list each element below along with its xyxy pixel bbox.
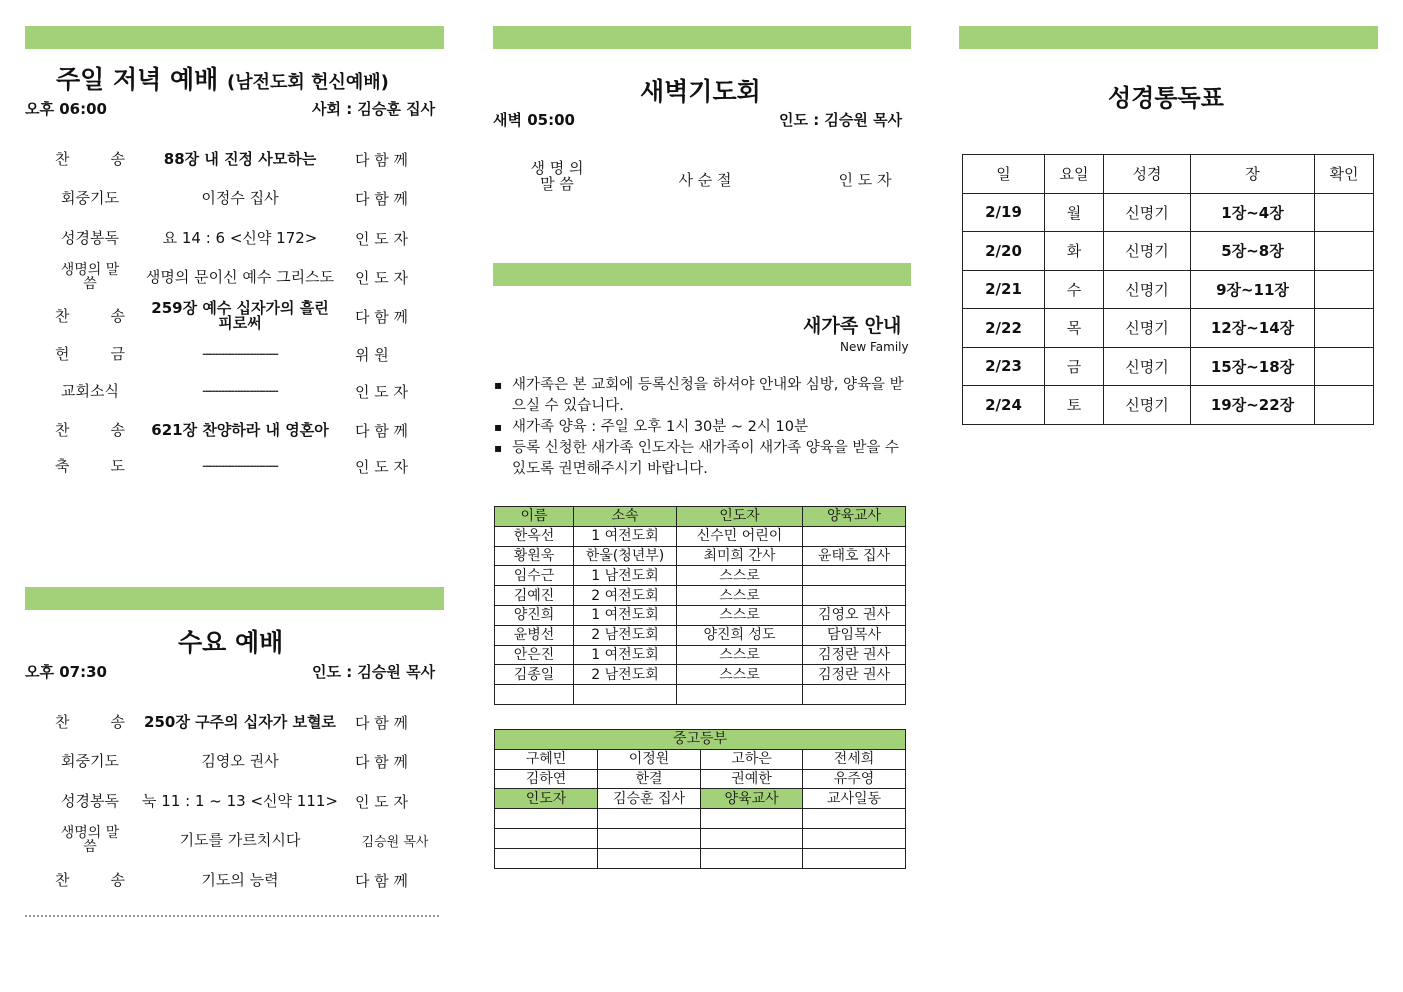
header-teacher: 양육교사: [803, 507, 906, 527]
info-bullet: ▪ 새가족은 본 교회에 등록신청을 하셔야 안내와 심방, 양육을 받으실 수 있습니다.: [494, 375, 904, 417]
wednesday-leader: 인도 : 김승원 목사: [312, 663, 436, 681]
order-label: 성경봉독: [61, 792, 119, 810]
cell: 구혜민: [495, 749, 598, 769]
order-label: 교회소식: [61, 382, 119, 400]
check-cell[interactable]: [1315, 386, 1374, 425]
order-performer: 다 함 께: [355, 752, 409, 771]
table-row: [495, 769, 906, 789]
order-performer: 인 도 자: [355, 268, 409, 287]
order-label: 생명의 말씀: [60, 262, 120, 292]
cell: 수: [1045, 270, 1104, 309]
cell: 안은진: [495, 645, 574, 665]
order-content: 88장 내 진정 사모하는: [163, 149, 317, 168]
cell: 2/19: [963, 193, 1045, 232]
table-row: [963, 193, 1374, 232]
cell: [803, 586, 906, 606]
cell: 12장~14장: [1191, 309, 1315, 348]
cell: 김승훈 집사: [598, 789, 701, 809]
order-row: [25, 144, 445, 174]
order-row: [25, 865, 445, 895]
check-cell[interactable]: [1315, 232, 1374, 271]
cell: 2/24: [963, 386, 1045, 425]
sunday-time: 오후 06:00: [25, 100, 107, 118]
cell: [701, 809, 803, 829]
order-label: 성경봉독: [61, 229, 119, 247]
bible-reading-table: [962, 154, 1374, 425]
cell: 전세희: [803, 749, 906, 769]
order-performer: 다 함 께: [355, 871, 409, 890]
cell: 김하연: [495, 769, 598, 789]
newfamily-title: 새가족 안내: [803, 315, 902, 337]
cell: 1 여전도회: [574, 645, 677, 665]
section-bar-sunday: [25, 26, 444, 49]
table-row: [495, 526, 906, 546]
newfamily-subtitle: New Family: [840, 340, 909, 354]
wednesday-time: 오후 07:30: [25, 663, 107, 681]
sunday-title: [56, 60, 389, 96]
table-row: [495, 645, 906, 665]
cell: 스스로: [677, 605, 803, 625]
dawn-leader: 인도 : 김승원 목사: [779, 111, 903, 129]
order-row: [25, 183, 445, 213]
cell: 김영오 권사: [803, 605, 906, 625]
order-performer: 다 함 께: [355, 421, 409, 440]
cell: [574, 685, 677, 705]
table-row: [495, 546, 906, 566]
order-performer: 인 도 자: [355, 792, 409, 811]
table-header-row: [495, 507, 906, 527]
cell: 1 여전도회: [574, 526, 677, 546]
header-weekday: 요일: [1045, 155, 1104, 194]
cell: 5장~8장: [1191, 232, 1315, 271]
order-performer: 김승원 목사: [361, 834, 429, 850]
cell: 교사일동: [803, 789, 906, 809]
order-content: 기도를 가르치시다: [179, 830, 301, 849]
dawn-label: 생 명 의 말 씀: [530, 159, 584, 193]
cell: 1 남전도회: [574, 566, 677, 586]
cell: 2 남전도회: [574, 665, 677, 685]
cell: 김정란 권사: [803, 645, 906, 665]
cell: [495, 809, 598, 829]
order-row: [25, 415, 445, 445]
cell: [495, 685, 574, 705]
table-row: [495, 625, 906, 645]
cell: 스스로: [677, 645, 803, 665]
cell: 2 여전도회: [574, 586, 677, 606]
order-content: ------------------------: [202, 348, 278, 360]
cell: 김정란 권사: [803, 665, 906, 685]
sunday-host: 사회 : 김승훈 집사: [312, 100, 436, 118]
cell: [701, 848, 803, 868]
table-row: [495, 828, 906, 848]
order-content: 눅 11 : 1 ~ 13 <신약 111>: [142, 791, 338, 810]
order-performer: 인 도 자: [355, 229, 409, 248]
cell: 2/23: [963, 347, 1045, 386]
table-row: [963, 386, 1374, 425]
order-performer: 인 도 자: [355, 382, 409, 401]
order-label: 회중기도: [61, 189, 119, 207]
order-content: ------------------------: [202, 385, 278, 397]
cell: 최미희 간사: [677, 546, 803, 566]
cell: 스스로: [677, 586, 803, 606]
cell: 19장~22장: [1191, 386, 1315, 425]
order-label: 생명의 말씀: [60, 825, 120, 855]
order-label: 찬 송: [55, 713, 125, 731]
order-content: 이정수 집사: [201, 188, 279, 207]
header-guide: 인도자: [677, 507, 803, 527]
cell: [803, 526, 906, 546]
order-row: [25, 707, 445, 737]
cell: 1 여전도회: [574, 605, 677, 625]
cell: 월: [1045, 193, 1104, 232]
header-chapter: 장: [1191, 155, 1315, 194]
order-row: [25, 786, 445, 816]
header-day: 일: [963, 155, 1045, 194]
order-performer: 다 함 께: [355, 713, 409, 732]
order-row: [25, 825, 445, 855]
dawn-time: 새벽 05:00: [493, 111, 575, 129]
order-performer: 다 함 께: [355, 189, 409, 208]
cell: 양진희 성도: [677, 625, 803, 645]
section-bar-bible: [959, 26, 1378, 49]
cell: 양육교사: [701, 789, 803, 809]
cell: 김종일: [495, 665, 574, 685]
order-label: 찬 송: [55, 150, 125, 168]
cell: 2/22: [963, 309, 1045, 348]
cell: 황원욱: [495, 546, 574, 566]
wednesday-title: 수요 예배: [178, 628, 284, 657]
order-row: [25, 223, 445, 253]
section-bar-wednesday: [25, 587, 444, 610]
check-cell[interactable]: [1315, 270, 1374, 309]
cell: [598, 848, 701, 868]
cell: 신수민 어린이: [677, 526, 803, 546]
order-row: [25, 451, 445, 481]
section-bar-newfamily: [493, 263, 911, 286]
cell: 스스로: [677, 665, 803, 685]
table-row: [963, 232, 1374, 271]
table-header-row: [963, 155, 1374, 194]
newfamily-info-list: [494, 375, 904, 480]
table-row: [495, 848, 906, 868]
order-performer: 다 함 께: [355, 150, 409, 169]
dawn-title: 새벽기도회: [640, 77, 761, 106]
cell: 인도자: [495, 789, 598, 809]
table-row: [495, 605, 906, 625]
youth-table: [494, 729, 906, 869]
order-row: [25, 301, 445, 331]
cell: 한울(청년부): [574, 546, 677, 566]
cell: [803, 848, 906, 868]
order-label: 찬 송: [55, 421, 125, 439]
table-row: [495, 809, 906, 829]
cell: 김예진: [495, 586, 574, 606]
info-bullet: ▪ 등록 신청한 새가족 인도자는 새가족이 새가족 양육을 받을 수 있도록 권면해주시기 바랍니다.: [494, 438, 904, 480]
cell: 2 남전도회: [574, 625, 677, 645]
order-performer: 위 원: [355, 345, 389, 364]
order-label: 회중기도: [61, 752, 119, 770]
cell: 고하은: [701, 749, 803, 769]
cell: 한옥선: [495, 526, 574, 546]
cell: [598, 828, 701, 848]
header-check: 확인: [1315, 155, 1374, 194]
header-book: 성경: [1104, 155, 1191, 194]
table-row: [495, 566, 906, 586]
cell: [803, 566, 906, 586]
bottom-dotted-divider: [25, 915, 439, 917]
order-content: 250장 구주의 십자가 보혈로: [144, 712, 336, 731]
header-group: 소속: [574, 507, 677, 527]
newfamily-table: [494, 506, 906, 705]
header-name: 이름: [495, 507, 574, 527]
cell: 권예한: [701, 769, 803, 789]
table-row: [495, 749, 906, 769]
table-row: [963, 347, 1374, 386]
cell: [803, 809, 906, 829]
check-cell[interactable]: [1315, 309, 1374, 348]
order-content: 김영오 권사: [201, 751, 279, 770]
cell: 이정원: [598, 749, 701, 769]
cell: 윤태호 집사: [803, 546, 906, 566]
table-row: [963, 270, 1374, 309]
cell: 2/20: [963, 232, 1045, 271]
cell: 양진희: [495, 605, 574, 625]
cell: 담임목사: [803, 625, 906, 645]
cell: [495, 828, 598, 848]
order-row: [25, 376, 445, 406]
order-row: [25, 262, 445, 292]
table-row: [495, 665, 906, 685]
cell: [803, 828, 906, 848]
order-content: 요 14 : 6 <신약 172>: [162, 228, 318, 247]
cell: 윤병선: [495, 625, 574, 645]
order-content: ------------------------: [202, 460, 278, 472]
order-label: 찬 송: [55, 307, 125, 325]
cell: 토: [1045, 386, 1104, 425]
order-performer: 다 함 께: [355, 307, 409, 326]
bible-title: 성경통독표: [1108, 84, 1224, 112]
cell: [677, 685, 803, 705]
cell: 유주영: [803, 769, 906, 789]
table-row: [495, 685, 906, 705]
order-content: 259장 예수 십자가의 흘린 피로써: [151, 299, 329, 332]
cell: 2/21: [963, 270, 1045, 309]
youth-label-row: [495, 789, 906, 809]
cell: 목: [1045, 309, 1104, 348]
order-label: 찬 송: [55, 871, 125, 889]
order-content: 생명의 문이신 예수 그리스도: [145, 267, 335, 286]
cell: 임수근: [495, 566, 574, 586]
cell: 신명기: [1104, 193, 1191, 232]
cell: 신명기: [1104, 232, 1191, 271]
cell: 신명기: [1104, 309, 1191, 348]
dawn-performer: 인 도 자: [838, 171, 892, 189]
youth-title-row: [495, 730, 906, 750]
order-content: 기도의 능력: [201, 870, 279, 889]
cell: 화: [1045, 232, 1104, 271]
info-bullet: ▪ 새가족 양육 : 주일 오후 1시 30분 ~ 2시 10분: [494, 417, 904, 438]
cell: 신명기: [1104, 270, 1191, 309]
cell: 15장~18장: [1191, 347, 1315, 386]
cell: 신명기: [1104, 347, 1191, 386]
cell: 신명기: [1104, 386, 1191, 425]
cell: 스스로: [677, 566, 803, 586]
cell: [598, 809, 701, 829]
cell: 1장~4장: [1191, 193, 1315, 232]
order-content: 621장 찬양하라 내 영혼아: [151, 420, 329, 439]
cell: [701, 828, 803, 848]
order-label: 헌 금: [55, 345, 125, 363]
section-bar-dawn: [493, 26, 911, 49]
order-row: [25, 339, 445, 369]
cell: [803, 685, 906, 705]
table-row: [963, 309, 1374, 348]
sunday-title-sub: (남전도회 헌신예배): [227, 72, 389, 93]
order-performer: 인 도 자: [355, 457, 409, 476]
cell: 한결: [598, 769, 701, 789]
dawn-content: 사 순 절: [678, 171, 732, 189]
check-cell[interactable]: [1315, 347, 1374, 386]
order-row: [25, 746, 445, 776]
cell: [495, 848, 598, 868]
youth-title: 중고등부: [495, 730, 906, 750]
cell: 9장~11장: [1191, 270, 1315, 309]
table-row: [495, 586, 906, 606]
check-cell[interactable]: [1315, 193, 1374, 232]
order-label: 축 도: [55, 457, 125, 475]
cell: 금: [1045, 347, 1104, 386]
sunday-title-main: 주일 저녁 예배: [56, 65, 219, 94]
